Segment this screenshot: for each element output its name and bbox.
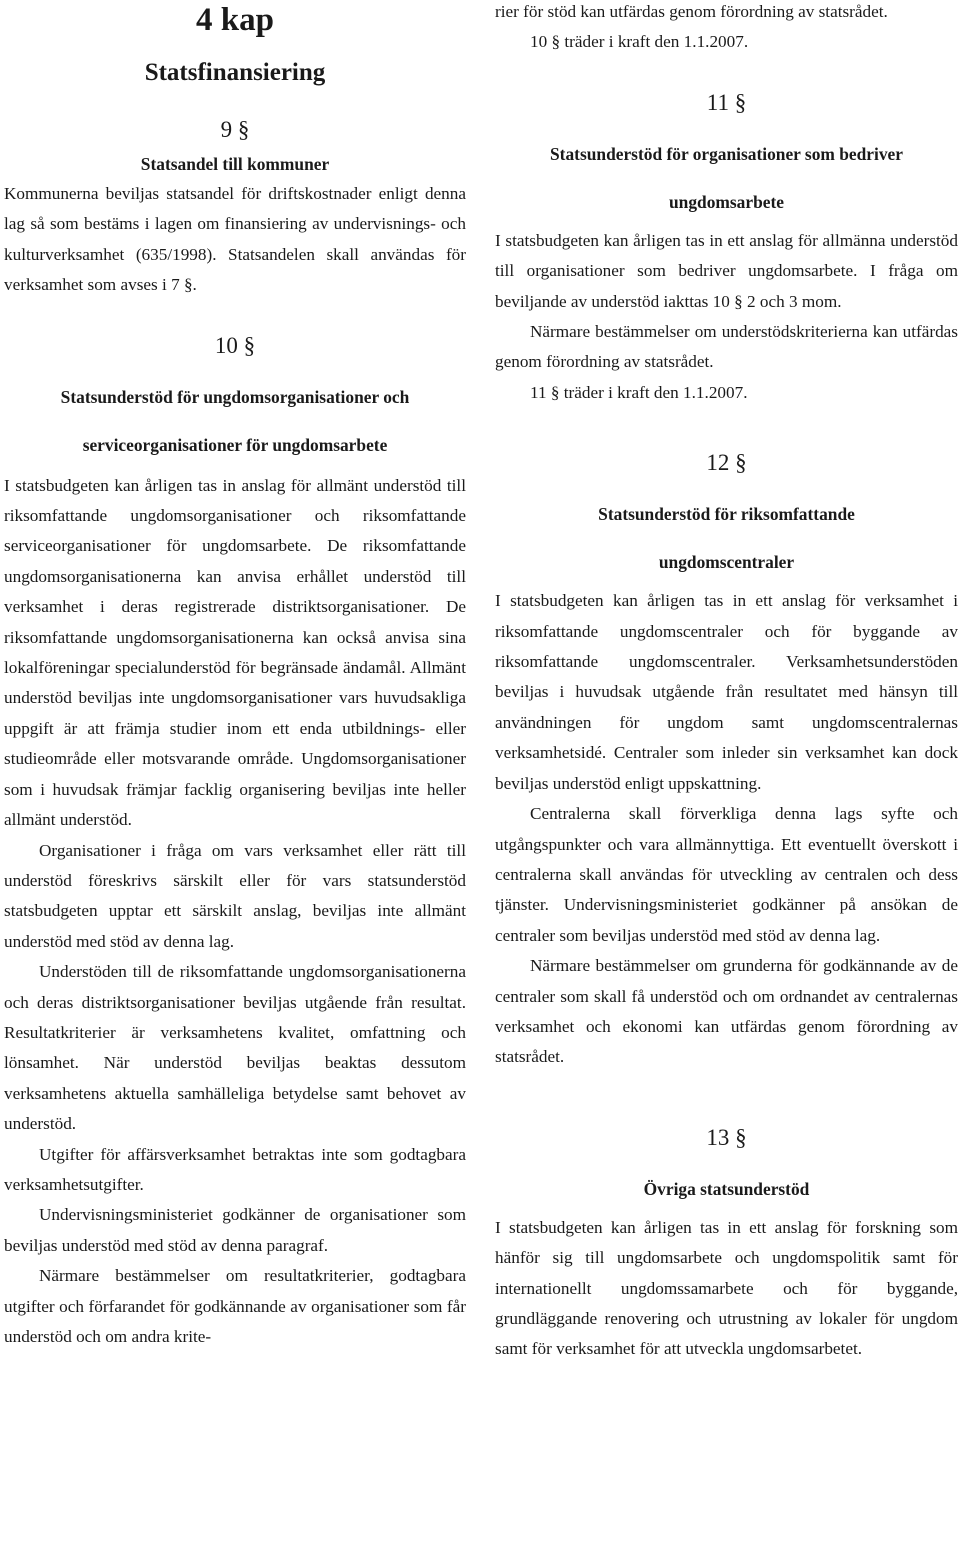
section-9-heading: Statsandel till kommuner xyxy=(140,154,330,174)
section-11-effective-date: 11 § träder i kraft den 1.1.2007. xyxy=(530,382,748,402)
section-11-heading-line2: ungdomsarbete xyxy=(669,191,784,212)
section-13-paragraph-1: I statsbudgeten kan årligen tas in ett anslag för forskning som hänför sig till ungdomsarbete och ungdomspolitik samt för internationellt ungdomssamarbete och för byggande, grundläggande renovering och utrustning av lokaler för ungdom samt för verksamhet för att utveckla ungdomsarbetet. xyxy=(495,1217,958,1359)
section-12-number: 12 § xyxy=(706,450,747,476)
left-column xyxy=(4,0,466,1352)
section-12-paragraph-2: Centralerna skall förverkliga denna lags syfte och utgångspunkter och vara allmännyttiga. Ett eventuellt överskott i centralerna skall användas för utveckling av centralen och dess tjänster. Undervisningsministeriet godkänner på ansökan de centraler som beviljas understöd med stöd av denna lag. xyxy=(495,804,958,945)
section-11-heading-line1: Statsunderstöd för organisationer som bedriver xyxy=(550,143,903,164)
section-10-continuation: rier för stöd kan utfärdas genom förordning av statsrådet. xyxy=(495,2,888,21)
section-10-number: 10 § xyxy=(214,332,256,358)
section-13-heading: Övriga statsunderstöd xyxy=(643,1178,810,1199)
section-11-paragraph-1: I statsbudgeten kan årligen tas in ett anslag för allmänna understöd till organisationer som bedriver ungdomsarbete. I fråga om beviljande av understöd iakttas 10 § 2 och 3 mom. xyxy=(495,230,958,311)
section-10-heading-line2: serviceorganisationer för ungdomsarbete xyxy=(82,434,388,455)
section-10-paragraph-5: Undervisningsministeriet godkänner de organisationer som beviljas understöd med stöd av denna paragraf. xyxy=(4,1205,466,1255)
section-12-heading-line2: ungdomscentraler xyxy=(658,552,795,573)
section-10-paragraph-4: Utgifter för affärsverksamhet betraktas inte som godtagbara verksamhetsutgifter. xyxy=(4,1144,466,1194)
section-12-paragraph-3: Närmare bestämmelser om grunderna för godkännande av de centraler som skall få understöd och om ordnandet av centralernas verksamhet och ekonomi kan utfärdas genom förordning av statsrådet. xyxy=(495,956,958,1067)
section-12-paragraph-1: I statsbudgeten kan årligen tas in ett anslag för verksamhet i riksomfattande ungdomscentraler och för byggande av riksomfattande ungdomscentraler. Verksamhetsunderstöden beviljas i huvudsak utgående från resultatet med hänsyn till användningen för ungdom samt ungdomscentralernas verksamhetsidé. Centraler som inleder sin verksamhet kan dock beviljas understöd enligt uppskattning. xyxy=(495,591,958,793)
section-10-effective-date: 10 § träder i kraft den 1.1.2007. xyxy=(530,32,749,52)
chapter-title: 4 kap xyxy=(196,2,274,38)
section-10-paragraph-1: I statsbudgeten kan årligen tas in anslag för allmänt understöd till riksomfattande ungdomsorganisationer och riksomfattande serviceorganisationer för ungdomsarbete. De riksomfattande ungdomsorganisationerna kan anvisa erhållet understöd till verksamhet i deras registrerade distriktsorganisationer. De riksomfattande ungdomsorganisationerna kan också anvisa sina lokalföreningar specialunderstöd för begränsade ändamål. Allmänt understöd beviljas inte ungdomsorganisationer vars huvudsakliga uppgift är att främja studier inom ett enda utbildnings- eller studieområde eller motsvarande område. Ungdomsorganisationer som i huvudsak främjar facklig organisering beviljas inte heller allmänt understöd. xyxy=(4,475,466,830)
right-column xyxy=(495,0,958,1365)
section-13-number: 13 § xyxy=(706,1124,747,1150)
section-9-text: Kommunerna beviljas statsandel för driftskostnader enligt denna lag så som bestäms i lagen om finansiering av undervisnings- och kulturverksamhet (635/1998). Statsandelen skall användas för verksamhet som avses i 7 §. xyxy=(4,184,466,295)
section-12-heading-line1: Statsunderstöd för riksomfattande xyxy=(598,504,855,525)
section-11-paragraph-2: Närmare bestämmelser om understödskriterierna kan utfärdas genom förordning av statsrådet. xyxy=(495,322,958,372)
section-10-heading-line1: Statsunderstöd för ungdomsorganisationer och xyxy=(60,386,410,407)
section-11-number: 11 § xyxy=(706,89,747,115)
section-9-number: 9 § xyxy=(220,117,250,142)
section-10-paragraph-6: Närmare bestämmelser om resultatkriterier, godtagbara utgifter och förfarandet för godkännande av organisationer som får understöd och om andra krite- xyxy=(4,1266,466,1346)
part-title: Statsfinansiering xyxy=(144,59,326,86)
section-10-paragraph-2: Organisationer i fråga om vars verksamhet eller rätt till understöd föreskrivs särskilt eller för vars statsunderstöd statsbudgeten upptar ett särskilt anslag, beviljas inte allmänt understöd med stöd av denna lag. xyxy=(4,840,466,951)
section-10-paragraph-3: Understöden till de riksomfattande ungdomsorganisationerna och deras distriktsorganisationer beviljas utgående från resultat. Resultatkriterier är verksamhetens kvalitet, omfattning och lönsamhet. När understöd beviljas beaktas dessutom verksamhetens aktuella samhälleliga betydelse samt behovet av understöd. xyxy=(4,962,466,1134)
